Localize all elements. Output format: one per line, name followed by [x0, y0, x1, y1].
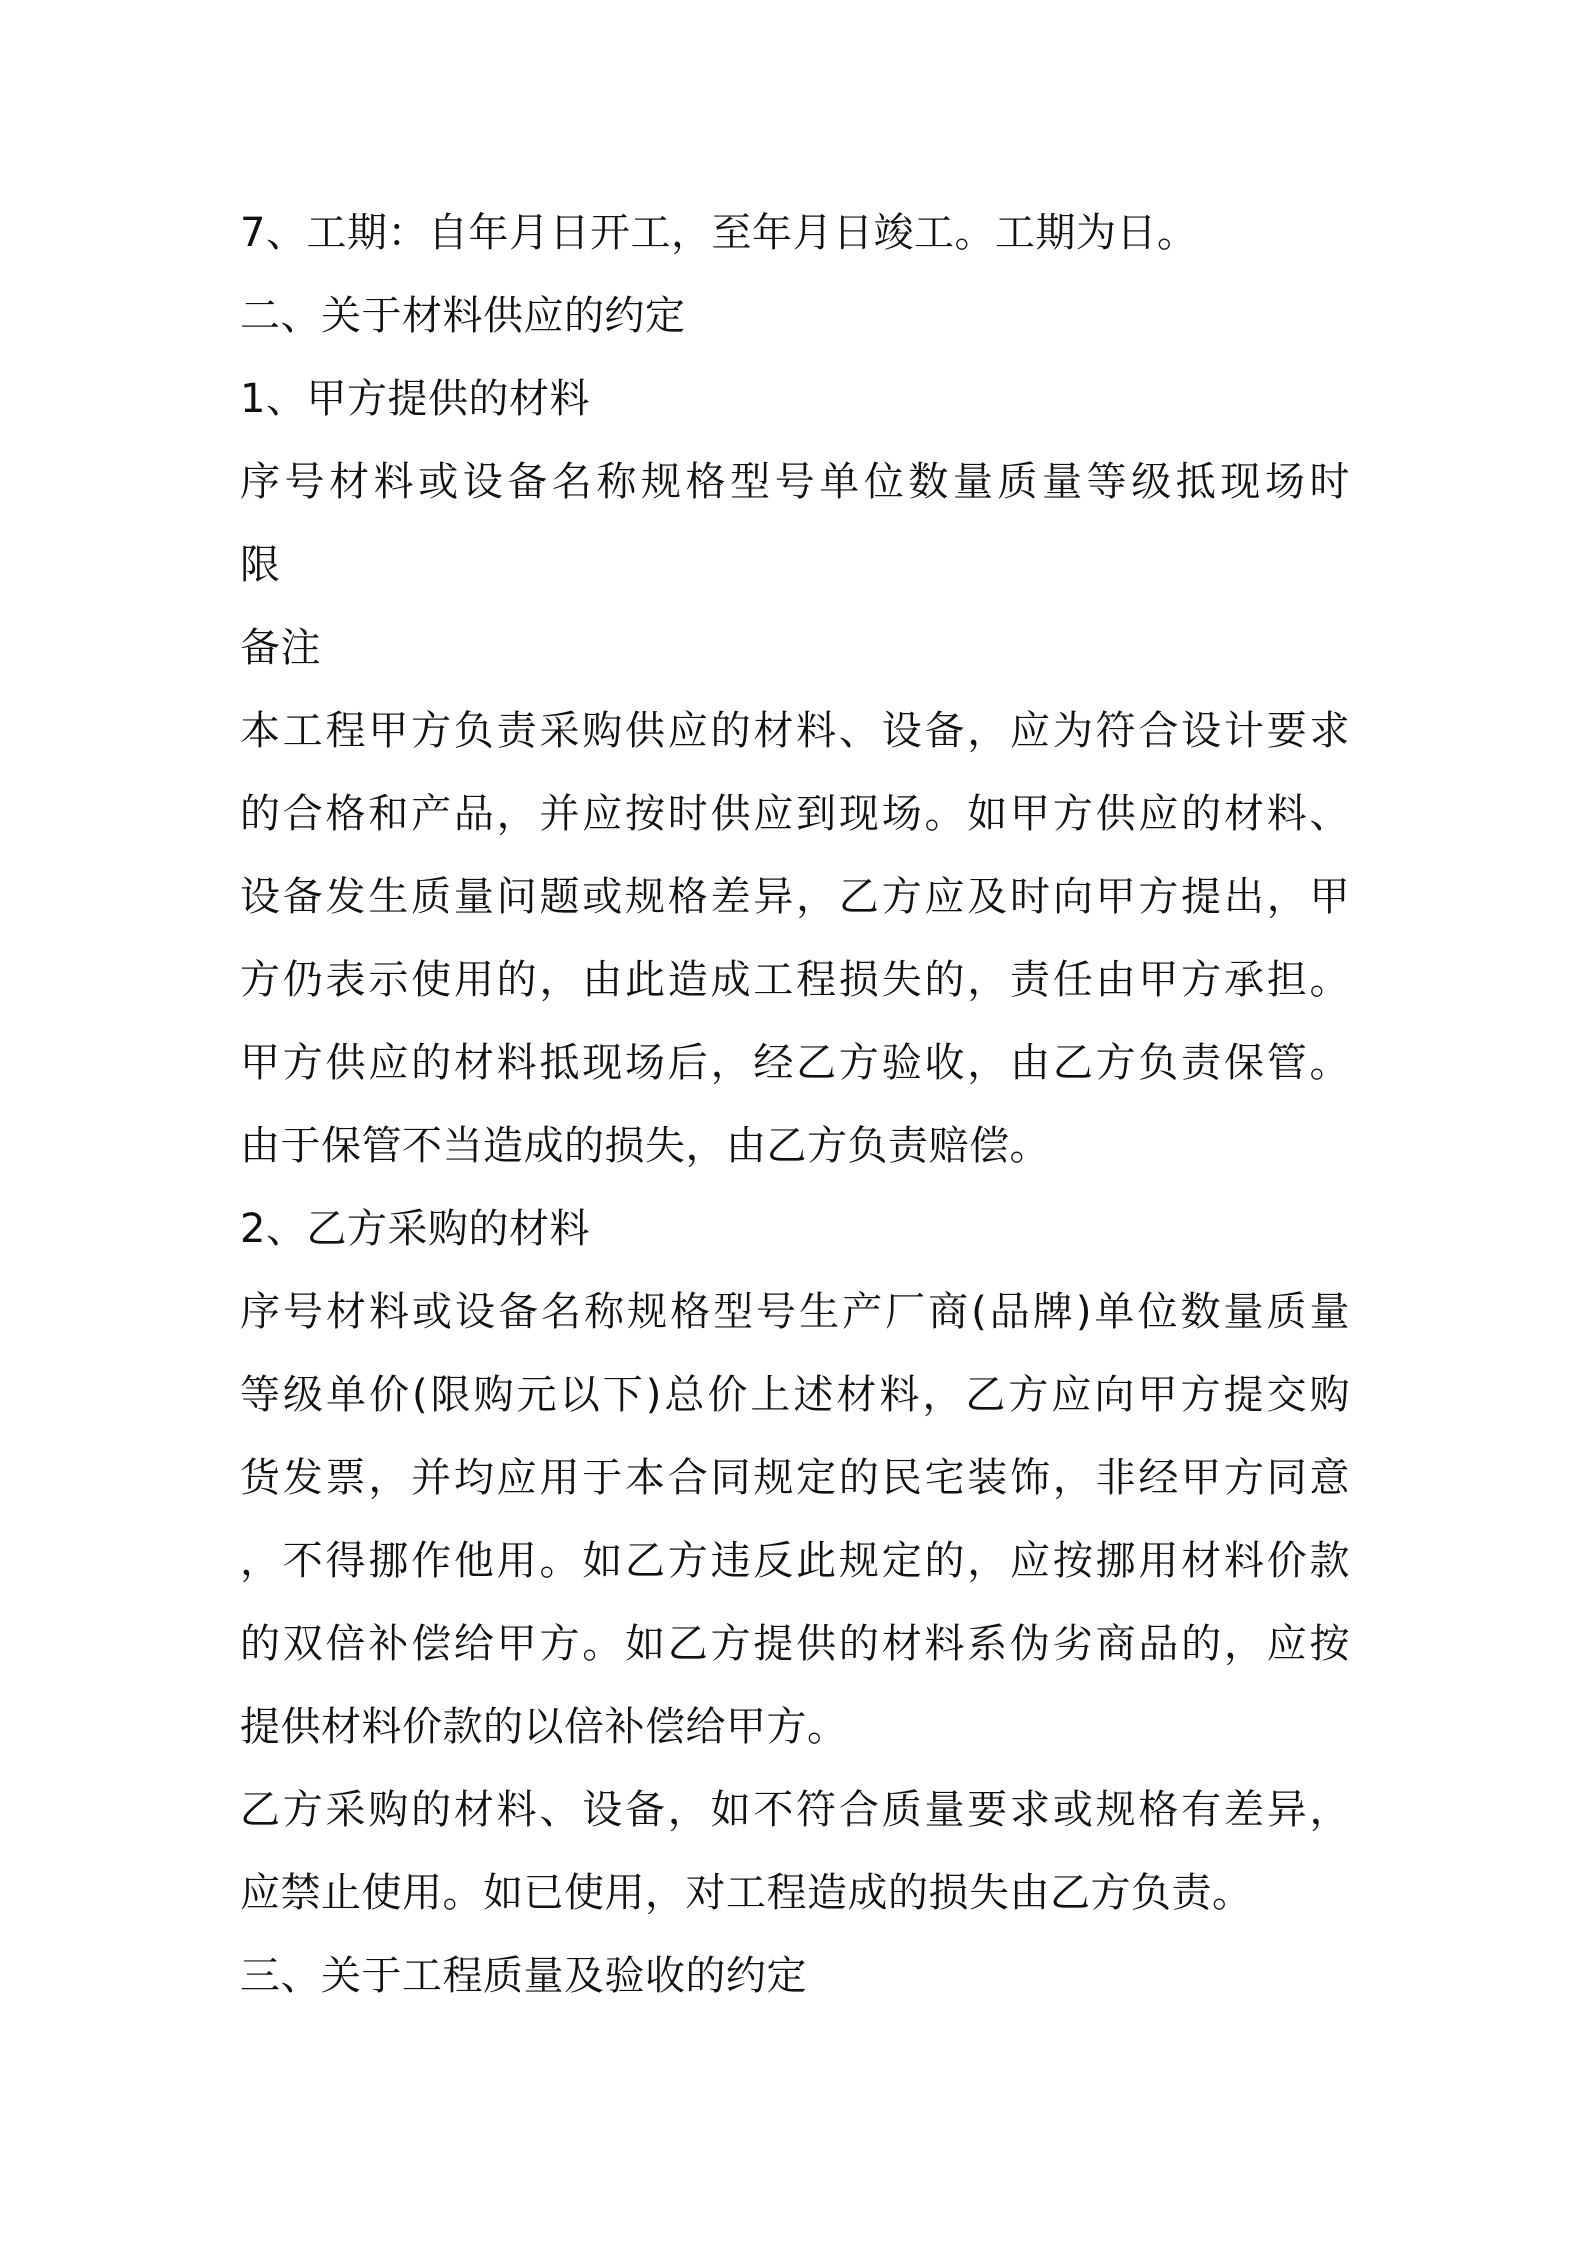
paragraph-line: 甲方供应的材料抵现场后，经乙方验收，由乙方负责保管。 [240, 1040, 1350, 1086]
paragraph-line: 备注 [240, 625, 321, 671]
section-3-heading: 三、关于工程质量及验收的约定 [240, 1953, 807, 1999]
clause-7-schedule: 7、工期：自年月日开工，至年月日竣工。工期为日。 [240, 210, 1198, 256]
paragraph-line: 序号材料或设备名称规格型号生产厂商(品牌)单位数量质量 [240, 1289, 1350, 1335]
paragraph-line: 提供材料价款的以倍补偿给甲方。 [240, 1704, 848, 1750]
paragraph-line: 设备发生质量问题或规格差异，乙方应及时向甲方提出，甲 [240, 874, 1350, 920]
paragraph-line: 等级单价(限购元以下)总价上述材料，乙方应向甲方提交购 [240, 1372, 1350, 1418]
paragraph-line: 应禁止使用。如已使用，对工程造成的损失由乙方负责。 [240, 1870, 1253, 1916]
paragraph-line: 限 [240, 542, 281, 588]
paragraph-line: 乙方采购的材料、设备，如不符合质量要求或规格有差异， [240, 1787, 1350, 1833]
paragraph-line: 货发票，并均应用于本合同规定的民宅装饰，非经甲方同意 [240, 1455, 1350, 1501]
paragraph-line: 本工程甲方负责采购供应的材料、设备，应为符合设计要求 [240, 708, 1350, 754]
paragraph-line: 序号材料或设备名称规格型号单位数量质量等级抵现场时 [240, 459, 1350, 505]
paragraph-line: 的双倍补偿给甲方。如乙方提供的材料系伪劣商品的，应按 [240, 1621, 1350, 1667]
document-body [240, 192, 1350, 2018]
paragraph-line: 由于保管不当造成的损失，由乙方负责赔偿。 [240, 1123, 1050, 1169]
subsection-1-heading: 1、甲方提供的材料 [240, 376, 590, 422]
paragraph-line: 的合格和产品，并应按时供应到现场。如甲方供应的材料、 [240, 791, 1350, 837]
paragraph-line: ，不得挪作他用。如乙方违反此规定的，应按挪用材料价款 [240, 1538, 1350, 1584]
paragraph-line: 方仍表示使用的，由此造成工程损失的，责任由甲方承担。 [240, 957, 1350, 1003]
subsection-2-heading: 2、乙方采购的材料 [240, 1206, 590, 1252]
section-2-heading: 二、关于材料供应的约定 [240, 293, 686, 339]
